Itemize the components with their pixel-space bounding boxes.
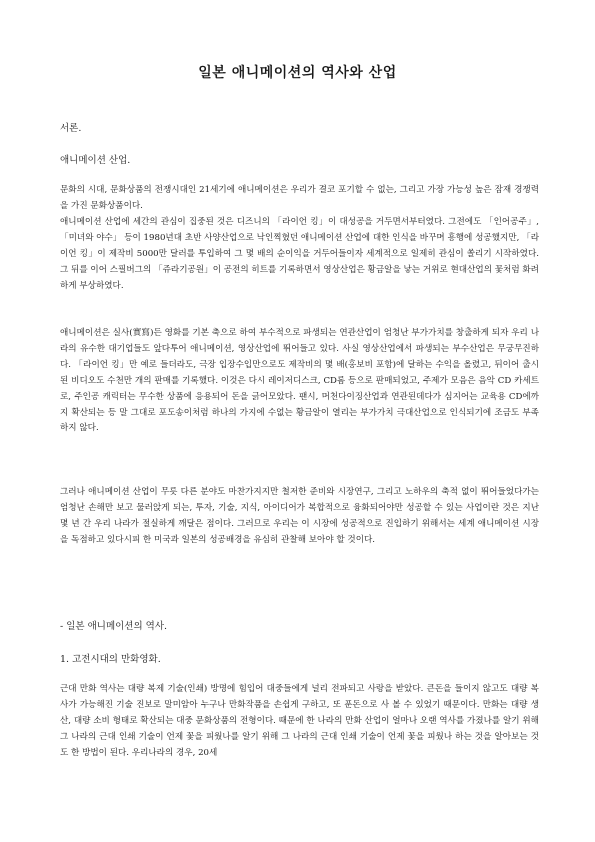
section-label-history: - 일본 애니메이션의 역사. bbox=[60, 621, 168, 632]
paragraph-4: 그러나 애니메이션 산업이 무릇 다른 분야도 마찬가지지만 철저한 준비와 시장연구, 그리고 노하우의 축적 없이 뛰어들었다가는 엄청난 손해만 보고 물러앉게 되는, 투자, 기술, 지식, 아이디어가 복합적으로 융화되어야만 성공할 수 있는 사업이란 것은 지난 몇 년 간 우리 나라가 절실하게 깨달은 점이다. 그러므로 우리는 이 시장에 성공적으로 진입하기 위해서는 세계 애니메이션 시장을 독점하고 있다시피 한 미국과 일본의 성공배경을 유심히 관찰해 보아야 할 것이다. bbox=[60, 487, 539, 545]
paragraph-2: 애니메이션 산업에 세간의 관심이 집중된 것은 디즈니의 「라이언 킹」이 대성공을 거두면서부터였다. 그전에도 「인어공주」, 「미녀와 야수」 등이 1980년대 초반 사양산업으로 낙인찍혔던 애니메이션 산업에 대한 인식을 바꾸며 흥행에 성공했지만, 「라이언 킹」이 제작비 5000만 달러를 투입하여 그 몇 배의 순이익을 거두어들이자 세계적으로 일제히 관심이 쏠리기 시작하였다. 그 뒤를 이어 스필버그의 「쥬라기공원」이 공전의 히트를 기록하면서 영상산업은 황금알을 낳는 거위로 현대산업의 꽃처럼 화려하게 부상하였다. bbox=[60, 217, 539, 291]
document-title: 일본 애니메이션의 역사와 산업 bbox=[198, 65, 397, 81]
paragraph-5: 근대 만화 역사는 대량 복제 기술(인쇄) 방명에 힘입어 대중들에게 널리 전파되고 사랑을 받았다. 큰돈을 들이지 않고도 대량 복사가 가능해진 기술 진보로 말미암아 누구나 만화작품을 손쉽게 구하고, 또 푼돈으로 사 볼 수 있었기 때문이다. 만화는 대량 생산, 대량 소비 형태로 확산되는 대중 문화상품의 전형이다. 때문에 한 나라의 만화 산업이 얼마나 오랜 역사를 가졌나를 알기 위해 그 나라의 근대 인쇄 기술이 언제 꽃을 피웠나를 알기 위해 그 나라의 근대 인쇄 기술이 언제 꽃을 피웠나 하는 것을 알아보는 것도 한 방법이 된다. 우리나라의 경우, 20세 bbox=[60, 684, 539, 758]
section-label-industry: 애니메이션 산업. bbox=[60, 155, 131, 166]
section-label-classic: 1. 고전시대의 만화영화. bbox=[60, 654, 161, 665]
paragraph-3: 애니메이션은 실사(實寫)든 영화를 기본 축으로 하여 부수적으로 파생되는 연관산업이 엄청난 부가가치를 창출하게 되자 우리 나라의 유수한 대기업들도 앞다투어 애니메이션, 영상산업에 뛰어들고 있다. 사실 영상산업에서 파생되는 부수산업은 무궁무진하다. 「라이언 킹」만 예로 들더라도, 극장 입장수입만으로도 제작비의 몇 배(홍보비 포함)에 달하는 수익을 올렸고, 뒤이어 출시된 비디오도 수천만 개의 판매를 기록했다. 이것은 다시 레이저디스크, CD롬 등으로 판매되었고, 주제가 모음은 음악 CD 카세트로, 주인공 캐릭터는 무수한 상품에 응용되어 돈을 긁어모았다. 팬시, 머천다이징산업과 연관된데다가 심지어는 교육용 CD에까지 확산되는 등 말 그대로 포도송이처럼 하나의 가지에 수없는 황금알이 열리는 부가가치 극대산업으로 인식되기에 조금도 부족하지 않다. bbox=[60, 328, 539, 434]
section-label-intro: 서론. bbox=[60, 123, 82, 134]
paragraph-1: 문화의 시대, 문화상품의 전쟁시대인 21세기에 애니메이션은 우리가 결코 포기할 수 없는, 그리고 가장 가능성 높은 잠재 경쟁력을 가진 문화상품이다. bbox=[60, 185, 539, 211]
